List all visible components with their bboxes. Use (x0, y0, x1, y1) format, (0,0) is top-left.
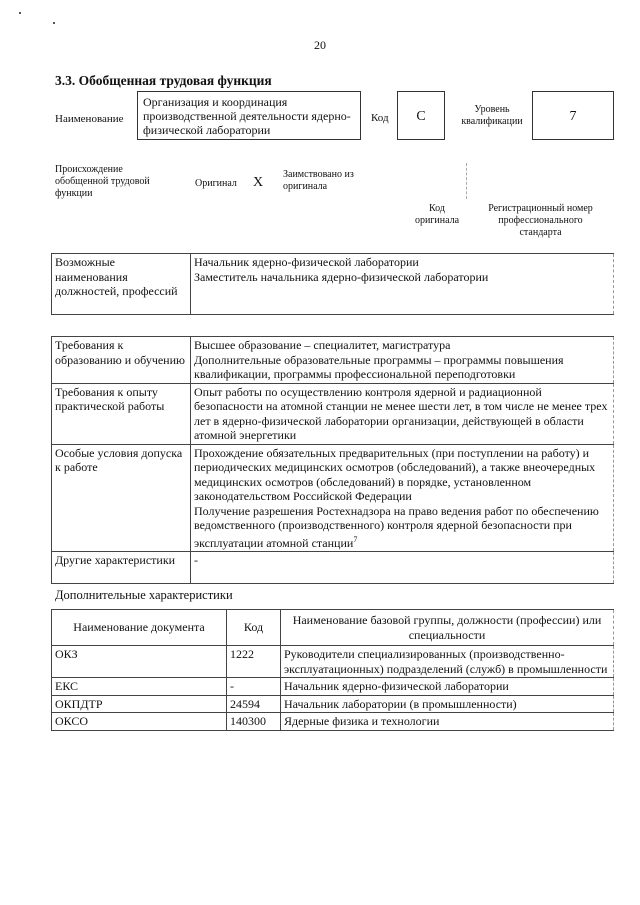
header-doc: Наименование документа (52, 610, 227, 646)
header-code: Код (227, 610, 281, 646)
reg-number-label: Регистрационный номер профессионального стандарта (488, 203, 593, 238)
requirement-label: Требования к образованию и обучению (52, 337, 191, 384)
name-value: Организация и координация производственной деятельности ядерно-физической лаборатории (143, 95, 351, 137)
level-value-box (532, 91, 614, 140)
code-label: Код (371, 112, 389, 124)
requirement-line: Высшее образование – специалитет, магистратура (194, 338, 451, 352)
requirement-line: Опыт работы по осуществлению контроля ядерной и радиационной безопасности на атомной станции не менее шести лет, в том числе не менее трех лет в ядерно-физической лаборатории организации, действующей в области атомной энергетики (194, 384, 608, 442)
original-mark: Х (253, 175, 264, 190)
requirement-label: Другие характеристики (52, 552, 191, 584)
origin-divider (466, 163, 467, 199)
row-code: 1222 (227, 646, 281, 678)
code-original-label: Код оригинала (414, 203, 460, 226)
row-name: Начальник ядерно-физической лаборатории (281, 678, 614, 696)
scan-speck (19, 12, 21, 14)
code-value-box (397, 91, 445, 140)
requirement-value (191, 337, 614, 384)
section-title: 3.3. Обобщенная трудовая функция (55, 73, 272, 88)
additional-header-row (52, 610, 614, 646)
row-name: Начальник лаборатории (в промышленности) (281, 695, 614, 713)
row-name: Руководители специализированных (производственно-эксплуатационных) подразделений (служб) в промышленности (281, 646, 614, 678)
borrowed-label: Заимствовано из оригинала (283, 169, 354, 192)
position-item: Заместитель начальника ядерно-физической лаборатории (194, 269, 489, 284)
row-code: 24594 (227, 695, 281, 713)
scan-speck (53, 22, 55, 24)
requirement-value (191, 383, 614, 444)
row-doc: ЕКС (52, 678, 227, 696)
row-name: Ядерные физика и технологии (281, 713, 614, 731)
page-number: 20 (314, 38, 326, 52)
name-label: Наименование (55, 113, 124, 125)
additional-table (51, 609, 614, 731)
footnote-mark: 7 (353, 534, 358, 544)
row-doc: ОКСО (52, 713, 227, 731)
row-code: - (227, 678, 281, 696)
row-code: 140300 (227, 713, 281, 731)
requirement-line: Дополнительные образовательные программы – программы повышения квалификации, программы профессиональной переподготовки (194, 352, 564, 381)
requirement-line: - (194, 553, 198, 567)
positions-label: Возможные наименования должностей, профессий (52, 254, 191, 315)
requirement-row (52, 337, 614, 384)
requirement-line: Прохождение обязательных предварительных (при поступлении на работу) и периодических медицинских осмотров (обследований), а также внеочередных медицинских осмотров (обследований) в порядке, установленном законодательством Российской Федерации (194, 445, 596, 503)
code-value: С (416, 109, 426, 124)
name-value-box (137, 91, 361, 140)
requirement-value (191, 552, 614, 584)
row-doc: ОКЗ (52, 646, 227, 678)
additional-title: Дополнительные характеристики (55, 588, 233, 602)
level-label: Уровень квалификации (461, 104, 523, 127)
table-row (52, 695, 614, 713)
requirement-value (191, 444, 614, 552)
requirement-label: Требования к опыту практической работы (52, 383, 191, 444)
position-item: Начальник ядерно-физической лаборатории (194, 255, 419, 269)
level-value: 7 (569, 109, 577, 124)
table-row (52, 713, 614, 731)
original-label: Оригинал (195, 178, 237, 189)
header-name: Наименование базовой группы, должности (профессии) или специальности (281, 610, 614, 646)
row-doc: ОКПДТР (52, 695, 227, 713)
requirement-row (52, 444, 614, 552)
positions-values (191, 254, 614, 315)
requirement-label: Особые условия допуска к работе (52, 444, 191, 552)
requirement-row (52, 552, 614, 584)
requirements-table (51, 336, 614, 584)
table-row (52, 678, 614, 696)
requirement-line-with-footnote (194, 504, 610, 551)
requirement-row (52, 383, 614, 444)
origin-label: Происхождение обобщенной трудовой функции (55, 164, 150, 199)
table-row (52, 646, 614, 678)
positions-row (52, 254, 614, 315)
requirement-line: Получение разрешения Ростехнадзора на право ведения работ по обеспечению ведомственного (производственного) контроля ядерной безопасности при эксплуатации атомной станции (194, 503, 599, 550)
positions-table (51, 253, 614, 315)
